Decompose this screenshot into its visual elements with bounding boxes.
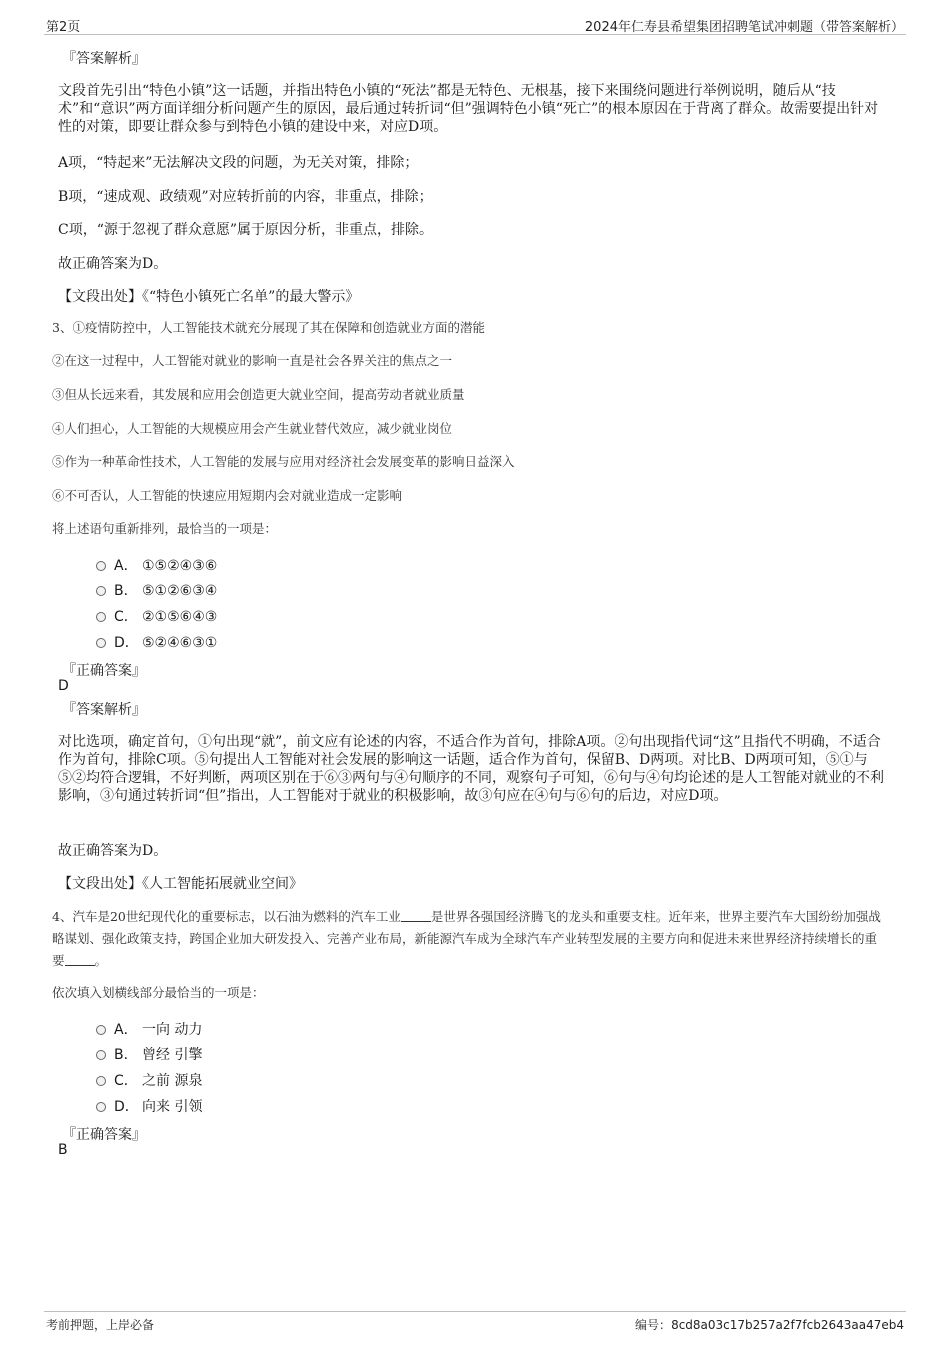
q4-answer-label: 『正确答案』 (62, 1127, 146, 1143)
q2-conclusion: 故正确答案为D。 (58, 256, 168, 272)
q4-option-d[interactable]: D． 向来 引领 (96, 1096, 202, 1116)
radio-icon[interactable] (96, 1050, 106, 1060)
radio-icon[interactable] (96, 586, 106, 596)
q4-answer: B (58, 1142, 68, 1158)
q3-sentence-2: ②在这一过程中，人工智能对就业的影响一直是社会各界关注的焦点之一 (52, 353, 453, 368)
q4-option-a[interactable]: A． 一向 动力 (96, 1019, 202, 1039)
q3-prompt: 将上述语句重新排列，最恰当的一项是： (52, 521, 278, 536)
q3-option-b[interactable]: B． ⑤①②⑥③④ (96, 580, 217, 600)
q3-sentence-3: ③但从长远来看，其发展和应用会创造更大就业空间，提高劳动者就业质量 (52, 387, 465, 402)
document-code: 编号：8cd8a03c17b257a2f7fcb2643aa47eb4 (635, 1318, 904, 1332)
q2-analysis-label: 『答案解析』 (62, 51, 146, 67)
radio-icon[interactable] (96, 1025, 106, 1035)
q3-stem: 3、①疫情防控中，人工智能技术就充分展现了其在保障和创造就业方面的潜能 (52, 320, 485, 335)
q4-option-b[interactable]: B． 曾经 引擎 (96, 1044, 202, 1064)
q4-prompt: 依次填入划横线部分最恰当的一项是： (52, 985, 265, 1000)
q3-option-c[interactable]: C． ②①⑤⑥④③ (96, 606, 217, 626)
fill-blank-1 (401, 909, 431, 922)
q3-analysis-text: 对比选项，确定首句，①句出现“就”，前文应有论述的内容，不适合作为首句，排除A项。②句出现指代词“这”且指代不明确，不适合作为首句，排除C项。⑤句提出人工智能对社会发展的影响这一话题，适合作为首句，保留B、D两项。对比B、D两项可知，⑤①与⑤②均符合逻辑，不好判断，两项区别在于⑥③两句与④句顺序的不同，观察句子可知，⑥句与④句均论述的是人工智能对就业的不利影响，③句通过转折词“但”指出，人工智能对于就业的积极影响，故③句应在④句与⑥句的后边，对应D项。 (58, 734, 884, 804)
q3-sentence-6: ⑥不可否认，人工智能的快速应用短期内会对就业造成一定影响 (52, 488, 403, 503)
q2-source: 【文段出处】《“特色小镇死亡名单”的最大警示》 (58, 289, 360, 305)
q3-sentence-4: ④人们担心，人工智能的大规模应用会产生就业替代效应，减少就业岗位 (52, 421, 453, 436)
q4-stem: 4、汽车是20世纪现代化的重要标志，以石油为燃料的汽车工业 是世界各强国经济腾飞的龙头和重要支柱。近年来，世界主要汽车大国纷纷加强战略谋划、强化政策支持，跨国企业加大研发投入、完善产业布局，新能源汽车成为全球汽车产业转型发展的主要方向和促进未来世界经济持续增长的重要 。 (52, 909, 881, 968)
document-title: 2024年仁寿县希望集团招聘笔试冲刺题（带答案解析） (584, 20, 904, 35)
q2-option-a-note: A项，“特起来”无法解决文段的问题，为无关对策，排除； (58, 155, 419, 171)
radio-icon[interactable] (96, 612, 106, 622)
radio-icon[interactable] (96, 561, 106, 571)
page-header (44, 14, 906, 35)
q4-option-c[interactable]: C． 之前 源泉 (96, 1070, 202, 1090)
q3-answer: D (58, 678, 69, 694)
page-footer (44, 1311, 906, 1340)
q3-option-a[interactable]: A． ①⑤②④③⑥ (96, 555, 217, 575)
q3-sentence-5: ⑤作为一种革命性技术，人工智能的发展与应用对经济社会发展变革的影响日益深入 (52, 454, 515, 469)
radio-icon[interactable] (96, 1076, 106, 1086)
q3-conclusion: 故正确答案为D。 (58, 843, 168, 859)
fill-blank-2 (65, 953, 95, 966)
q2-option-c-note: C项，“源于忽视了群众意愿”属于原因分析，非重点，排除。 (58, 222, 434, 238)
q3-answer-label: 『正确答案』 (62, 663, 146, 679)
q3-option-d[interactable]: D． ⑤②④⑥③① (96, 632, 217, 652)
footer-slogan: 考前押题，上岸必备 (46, 1318, 155, 1332)
radio-icon[interactable] (96, 1102, 106, 1112)
q3-source: 【文段出处】《人工智能拓展就业空间》 (58, 876, 303, 892)
q2-analysis-text: 文段首先引出“特色小镇”这一话题，并指出特色小镇的“死法”都是无特色、无根基，接下来围绕问题进行举例说明，随后从“技术”和“意识”两方面详细分析问题产生的原因，最后通过转折词“但”强调特色小镇“死亡”的根本原因在于背离了群众。故需要提出针对性的对策，即要让群众参与到特色小镇的建设中来，对应D项。 (58, 83, 879, 135)
radio-icon[interactable] (96, 638, 106, 648)
q2-option-b-note: B项，“速成观、政绩观”对应转折前的内容，非重点，排除； (58, 189, 433, 205)
page-number: 第2页 (46, 20, 81, 35)
q3-analysis-label: 『答案解析』 (62, 702, 146, 718)
